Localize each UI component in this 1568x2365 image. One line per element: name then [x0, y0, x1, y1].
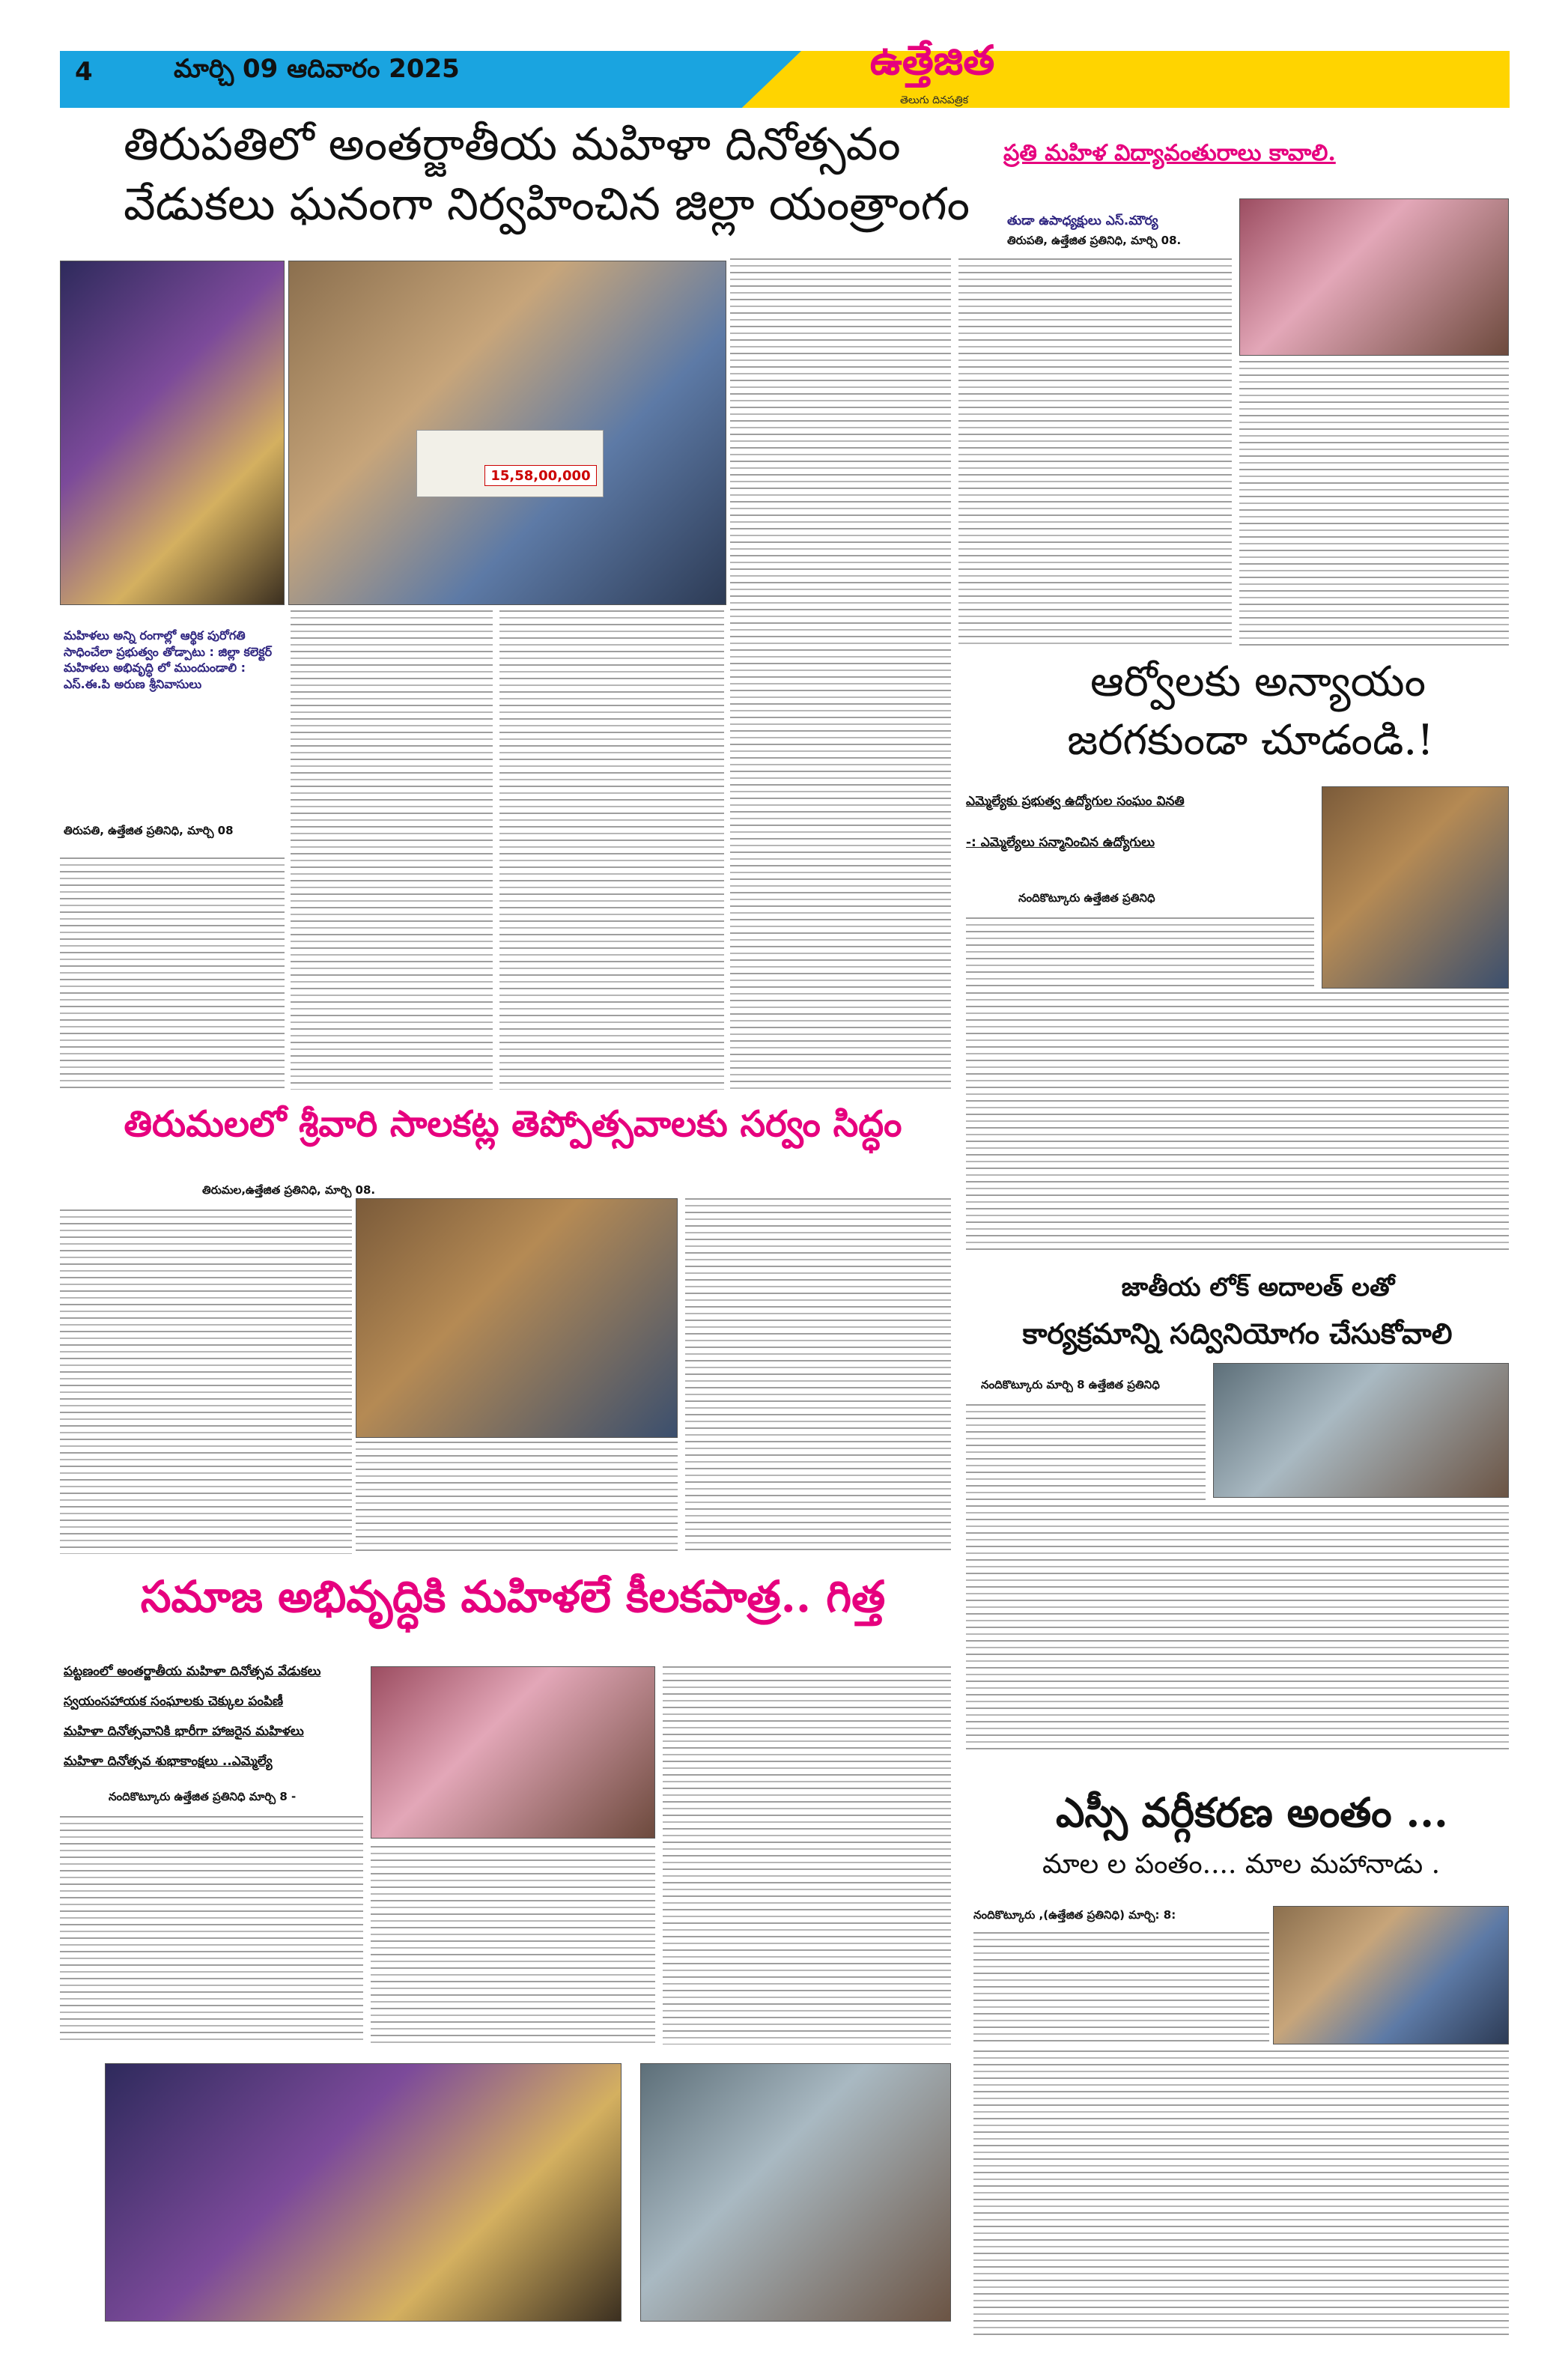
lead-text-col-2: [291, 610, 493, 1090]
right-top-subhead: తుడా ఉపాధ్యక్షులు ఎస్.మౌర్య: [1007, 213, 1158, 228]
tirumala-dateline: తిరుమల,ఉత్తేజిత ప్రతినిధి, మార్చి 08.: [202, 1183, 376, 1197]
ro-headline-line1: ఆర్వోలకు అన్యాయం: [1090, 658, 1426, 706]
lead-photo-small: [60, 261, 285, 605]
right-top-text-col-1: [958, 258, 1232, 648]
lok-adalat-dateline: నందికొట్కూరు మార్చి 8 ఉత్తేజిత ప్రతినిధి: [981, 1378, 1160, 1391]
lead-headline-line2: వేడుకలు ఘనంగా నిర్వహించిన జిల్లా యంత్రాంగం: [124, 178, 970, 231]
geetha-text-col-2: [371, 1846, 655, 2044]
ro-headline-line2: జరగకుండా చూడండి.!: [1067, 716, 1434, 765]
geetha-tag-1: పట్టణంలో అంతర్జాతీయ మహిళా దినోత్సవ వేడుకలు: [64, 1664, 321, 1679]
lok-adalat-text-intro: [966, 1404, 1206, 1502]
ro-photo: [1322, 786, 1509, 989]
lok-adalat-photo: [1213, 1363, 1509, 1498]
lead-text-col-1: [60, 857, 285, 1090]
right-top-photo: [1239, 198, 1509, 356]
lead-caption: మహిళలు అన్ని రంగాల్లో ఆర్థిక పురోగతి సాధించేలా ప్రభుత్వం తోడ్పాటు : జిల్లా కలెక్టర్ మహిళలు అభివృద్ధి లో ముందుండాలి : ఎస్.ఈ.పి అరుణ శ్రీనివాసులు: [64, 628, 273, 691]
logo-subtitle: తెలుగు దినపత్రిక: [899, 94, 969, 106]
ro-tag-2: -: ఎమ్మెల్యేలు సన్మానించిన ఉద్యోగులు: [966, 835, 1155, 850]
lead-text-col-4: [730, 258, 951, 1090]
geetha-text-col-1: [60, 1816, 363, 2044]
right-top-headline: ప్రతి మహిళ విద్యావంతురాలు కావాలి.: [1003, 140, 1336, 166]
sc-dateline: నందికొట్కూరు ,(ఉత్తేజిత ప్రతినిధి) మార్చి: 8:: [973, 1908, 1176, 1922]
geetha-photo-cake: [640, 2063, 951, 2322]
geetha-photo-cheque: [105, 2063, 622, 2322]
ro-text-body: [966, 992, 1509, 1251]
lok-adalat-headline-line2: కార్యక్రమాన్ని సద్వినియోగం చేసుకోవాలి: [1022, 1317, 1453, 1350]
sc-text-intro: [973, 1932, 1269, 2044]
tirumala-text-col-2: [356, 1442, 678, 1554]
geetha-headline: సమాజ అభివృద్ధికి మహిళలే కీలకపాత్ర.. గిత్త: [140, 1571, 886, 1622]
tirumala-photo: [356, 1198, 678, 1438]
sc-text-body: [973, 2050, 1509, 2335]
ro-tag-1: ఎమ్మెల్యేకు ప్రభుత్వ ఉద్యోగుల సంఘం వినతి: [966, 794, 1185, 809]
ro-text-intro: [966, 917, 1314, 989]
cheque-board: [416, 430, 604, 497]
lead-dateline: తిరుపతి, ఉత్తేజిత ప్రతినిధి, మార్చి 08: [64, 824, 234, 837]
newspaper-logo: ఉత్తేజిత: [869, 37, 995, 84]
cheque-amount: 15,58,00,000: [484, 465, 597, 486]
geetha-tag-2: స్వయంసహాయక సంఘాలకు చెక్కుల పంపిణీ: [64, 1694, 284, 1709]
page-number: 4: [75, 57, 93, 87]
right-top-dateline: తిరుపతి, ఉత్తేజిత ప్రతినిధి, మార్చి 08.: [1007, 234, 1182, 247]
tirumala-text-col-1: [60, 1209, 352, 1554]
sc-headline-line1: ఎస్సీ వర్గీకరణ అంతం ...: [1056, 1788, 1448, 1836]
lok-adalat-text-body: [966, 1505, 1509, 1752]
geetha-dateline: నందికొట్కూరు ఉత్తేజిత ప్రతినిధి మార్చి 8 -: [109, 1790, 297, 1803]
sc-photo: [1273, 1906, 1509, 2044]
geetha-tag-4: మహిళా దినోత్సవ శుభాకాంక్షలు ..ఎమ్మెల్యే: [64, 1754, 273, 1769]
lead-photo-main: [288, 261, 726, 605]
tirumala-text-col-3: [685, 1198, 951, 1554]
geetha-text-col-3: [663, 1666, 951, 2044]
geetha-photo-stage: [371, 1666, 655, 1839]
lok-adalat-headline-line1: జాతీయ లోక్ అదాలత్ లతో: [1121, 1272, 1395, 1302]
geetha-tag-3: మహిళా దినోత్సవానికి భారీగా హాజరైన మహిళలు: [64, 1724, 304, 1739]
ro-dateline: నందికొట్కూరు ఉత్తేజిత ప్రతినిధి: [1018, 891, 1155, 905]
right-top-text-col-2: [1239, 361, 1509, 649]
lead-headline-line1: తిరుపతిలో అంతర్జాతీయ మహిళా దినోత్సవం: [124, 118, 901, 171]
sc-headline-line2: మాల ల పంతం.... మాల మహానాడు .: [1042, 1849, 1441, 1880]
tirumala-headline: తిరుమలలో శ్రీవారి సాలకట్ల తెప్పోత్సవాలకు సర్వం సిద్ధం: [124, 1103, 902, 1145]
lead-text-col-3: [499, 610, 724, 1090]
issue-date: మార్చి 09 ఆదివారం 2025: [174, 54, 460, 84]
